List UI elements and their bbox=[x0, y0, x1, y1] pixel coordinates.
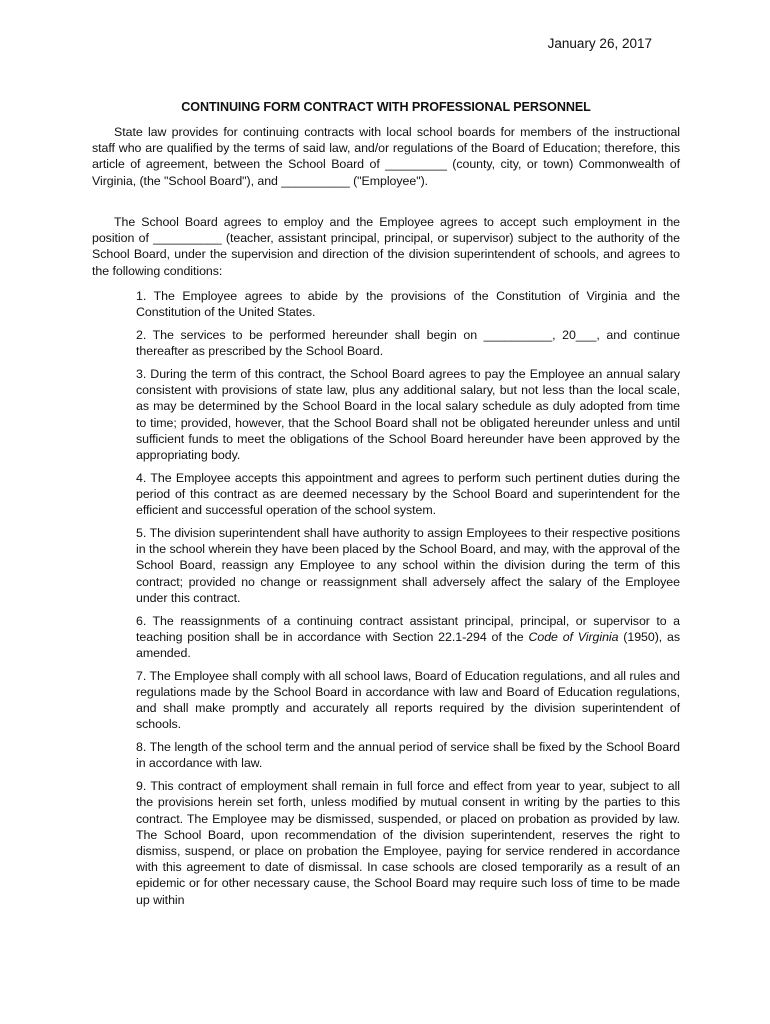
intro-paragraph: State law provides for continuing contracts with local school boards for members of the instructional staff who are qualified by the terms of said law, and/or regulations of the Board of Education; therefore, this article of agreement, between the School Board of _________ (county, city, or town) Commonwealth of Virginia, (the "School Board"), and __________ ("Employee"). bbox=[92, 125, 680, 188]
condition-item: 8. The length of the school term and the annual period of service shall be fixed by the School Board in accordance with law. bbox=[136, 740, 680, 771]
code-of-virginia-citation: Code of Virginia bbox=[528, 629, 619, 644]
condition-6-text-end: (1950), as amended. bbox=[136, 629, 680, 661]
condition-item bbox=[136, 613, 680, 662]
condition-item: 3. During the term of this contract, the School Board agrees to pay the Employee an annual salary consistent with provisions of state law, plus any additional salary, but not less than the local scale, as may be determined by the School Board in the local salary schedule as duly adopted from time to time; provided, however, that the School Board shall not be obligated hereunder unless and until sufficient funds to meet the obligations of the School Board hereunder have been approved by the appropriating body. bbox=[136, 367, 680, 463]
agreement-paragraph: The School Board agrees to employ and the Employee agrees to accept such employment in the position of __________ (teacher, assistant principal, principal, or supervisor) subject to the authority of the School Board, under the supervision and direction of the division superintendent of schools, and agrees to the following conditions: bbox=[92, 215, 680, 278]
condition-6-text: 6. The reassignments of a continuing contract assistant principal, principal, or supervisor to a teaching position shall be in accordance with Section 22.1-294 of the bbox=[136, 613, 680, 644]
conditions-list bbox=[136, 288, 680, 914]
condition-item: 1. The Employee agrees to abide by the provisions of the Constitution of Virginia and the Constitution of the United States. bbox=[136, 289, 680, 320]
condition-item: 5. The division superintendent shall have authority to assign Employees to their respective positions in the school wherein they have been placed by the School Board, and may, with the approval of the School Board, reassign any Employee to any school within the division during the term of this contract; provided no change or reassignment shall adversely affect the salary of the Employee under this contract. bbox=[136, 526, 680, 605]
condition-item: 4. The Employee accepts this appointment and agrees to perform such pertinent duties during the period of this contract as are deemed necessary by the School Board and superintendent for the efficient and successful operation of the school system. bbox=[136, 470, 680, 518]
document-date: January 26, 2017 bbox=[547, 36, 652, 51]
condition-item: 2. The services to be performed hereunder shall begin on __________, 20___, and continue thereafter as prescribed by the School Board. bbox=[136, 328, 680, 359]
condition-item: 9. This contract of employment shall remain in full force and effect from year to year, subject to all the provisions herein set forth, unless modified by mutual consent in writing by the parties to this contract. The Employee may be dismissed, suspended, or placed on probation as provided by law. The School Board, upon recommendation of the division superintendent, reserves the right to dismiss, suspend, or place on probation the Employee, paying for service rendered in accordance with this agreement to date of dismissal. In case schools are closed temporarily as a result of an epidemic or for other necessary cause, the School Board may require such loss of time to be made up within bbox=[136, 779, 680, 907]
document-title: CONTINUING FORM CONTRACT WITH PROFESSIONAL PERSONNEL bbox=[181, 100, 591, 114]
condition-item: 7. The Employee shall comply with all school laws, Board of Education regulations, and all rules and regulations made by the School Board in accordance with law and Board of Education regulations, and shall make promptly and accurately all reports required by the division superintendent of schools. bbox=[136, 668, 680, 732]
